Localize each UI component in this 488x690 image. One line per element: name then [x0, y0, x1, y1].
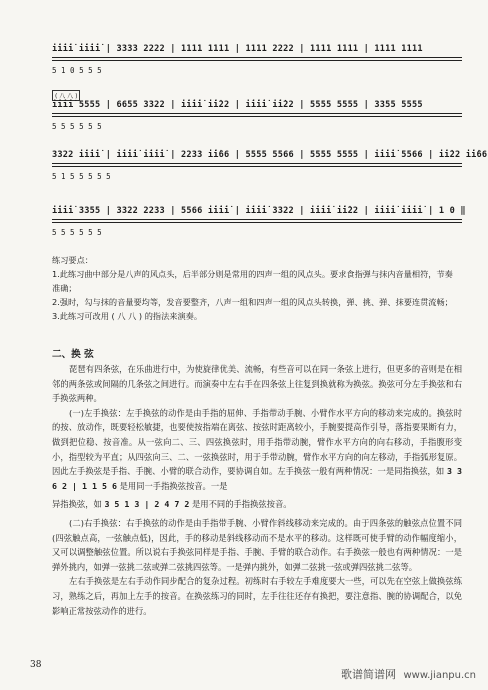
score-line-4: [52, 206, 466, 246]
section-heading: 二、换 弦: [52, 349, 94, 360]
different-finger-lead: 异指换弦，如: [52, 499, 102, 510]
practice-notes: [52, 253, 458, 323]
underline: [52, 57, 462, 58]
underline: [52, 219, 462, 220]
score-notes: 3322 i̇i̇i̇i̇ | i̇i̇i̇i̇ i̇i̇i̇i̇ | 2233 i̇i̇66 | 5555 5566 | 5555 5555 | i̇i̇i̇i̇ 5566 | i̇i̇22 i̇i̇66: [52, 150, 488, 160]
watermark-site: 歌谱简谱网: [340, 668, 396, 681]
notes-item-3: 3.此练习可改用 ( 八 八 ) 的指法来演奏。: [52, 311, 203, 321]
page-number: 38: [30, 660, 42, 670]
underline: [52, 60, 462, 61]
score-notes: i̇i̇i̇i̇ 5555 | 6655 3322 | i̇i̇i̇i̇ i̇i̇22 | i̇i̇i̇i̇ i̇i̇22 | 5555 5555 | 3355 5555: [52, 100, 423, 110]
underline: [52, 222, 462, 223]
example-different-finger-tail: 是用不同的手指换弦按音。: [192, 499, 292, 510]
example-different-finger: 3 5 1 3 | 2 4 7 2: [104, 499, 190, 510]
score-lower-notes: 5 5 5 5 5 5: [52, 122, 102, 131]
paragraph-different-finger: [52, 497, 462, 512]
fingering-bracket: ( 八 八 ): [52, 90, 80, 101]
watermark-url: www.jianpu.cn: [403, 670, 476, 681]
body-text: [52, 362, 462, 618]
paragraph-left-hand: [52, 406, 462, 494]
underline: [52, 113, 462, 114]
score-notes: i̇i̇i̇i̇ i̇i̇i̇i̇ | 3333 2222 | 1111 1111 | 1111 2222 | 1111 1111 | 1111 1111: [52, 44, 423, 54]
notes-item-2: 2.强时，勾与抹的音量要均等，发音要整齐，八声一组和四声一组的风点头转换，弹、挑、弹、抹要连贯流畅；: [52, 297, 453, 307]
score-lower-notes: 5 5 5 5 5 5: [52, 228, 102, 237]
example-same-finger-tail: 是用同一手指换弦按音。一是: [119, 480, 228, 491]
score-lower-notes: 5 1 0 5 5 5: [52, 66, 102, 75]
score-line-1: [52, 44, 462, 84]
site-watermark: [341, 666, 476, 682]
score-line-3: [52, 150, 488, 190]
underline: [52, 163, 462, 164]
underline: [52, 116, 462, 117]
underline: [52, 166, 462, 167]
notes-title: 练习要点：: [52, 255, 93, 265]
notes-item-1: 1.此练习曲中部分是八声的风点头，后半部分则是常用的四声一组的风点头。要求食指弹与抹内音量相符，节奏准确；: [52, 269, 453, 293]
example-same-finger: 3 3 6 2 | 1 1 5 6: [52, 466, 462, 491]
score-lower-notes: 5 1 5 5 5 5 5: [52, 172, 111, 181]
paragraph-left-hand-text: (一)左手换弦：左手换弦的动作是由手指的屈伸、手指带动手腕、小臂作水平方向的移动来完成的。换弦时的按、放动作，既要轻松敏捷，也要使按指端在离弦、按弦时距离较小，手腕要提高作引导，落指要果断有力，做到把位稳、按音准。从一弦向二、三、四弦换弦时，用手指带动腕，臂作水平方向的向右移动，手指腹形变小，指型较为平直；从四弦向三、二、一弦换弦时，用于手带动腕，臂作水平方向的向左移动，手指弧形复原。因此左手换弦是手指、手腕、小臂的联合动作，要协调自如。左手换弦一般有两种情况：一是同指换弦，如: [52, 407, 462, 477]
score-line-2: [52, 100, 462, 140]
paragraph-right-hand: (二)右手换弦：右手换弦的动作是由手指带手腕、小臂作斜线移动来完成的。由于四条弦的触弦点位置不同(四弦触点高，一弦触点低)，因此，手的移动是斜线移动而不是水平的移动。这样既可使手臂的动作幅度缩小，又可以调整触弦位置。所以说右手换弦同样是手指、手腕、手臂的联合动作。右手换弦一般也有两种情况：一是弹外挑内，如弹一弦挑二弦或弹二弦挑四弦等。一是弹内挑外，如弹二弦挑一弦或弹四弦挑二弦等。: [52, 517, 462, 572]
paragraph-intro: 琵琶有四条弦，在乐曲进行中，为使旋律优美、流畅，有些音可以在同一条弦上进行，但更多的音则是在相邻的两条弦或间隔的几条弦之间进行。而演奏中左右手在四条弦上往复到换就称为换弦。换弦可分左手换弦和右手换弦两种。: [52, 364, 462, 404]
paragraph-coordination: 左右手换弦是左右手动作同步配合的复杂过程。初练时右手较左手难度要大一些，可以先在空弦上做换弦练习，熟练之后，再加上左手的按音。在换弦练习的同时，左手往往还存有换把，要注意指、腕的协调配合，以免影响正常按弦动作的进行。: [52, 576, 462, 616]
score-notes: i̇i̇i̇i̇ 3355 | 3322 2233 | 5566 i̇i̇i̇i̇ | i̇i̇i̇i̇ 3322 | i̇i̇i̇i̇ i̇i̇22 | i̇i̇i̇i̇ i̇i̇i̇i̇ | 1 0 ‖: [52, 206, 466, 216]
